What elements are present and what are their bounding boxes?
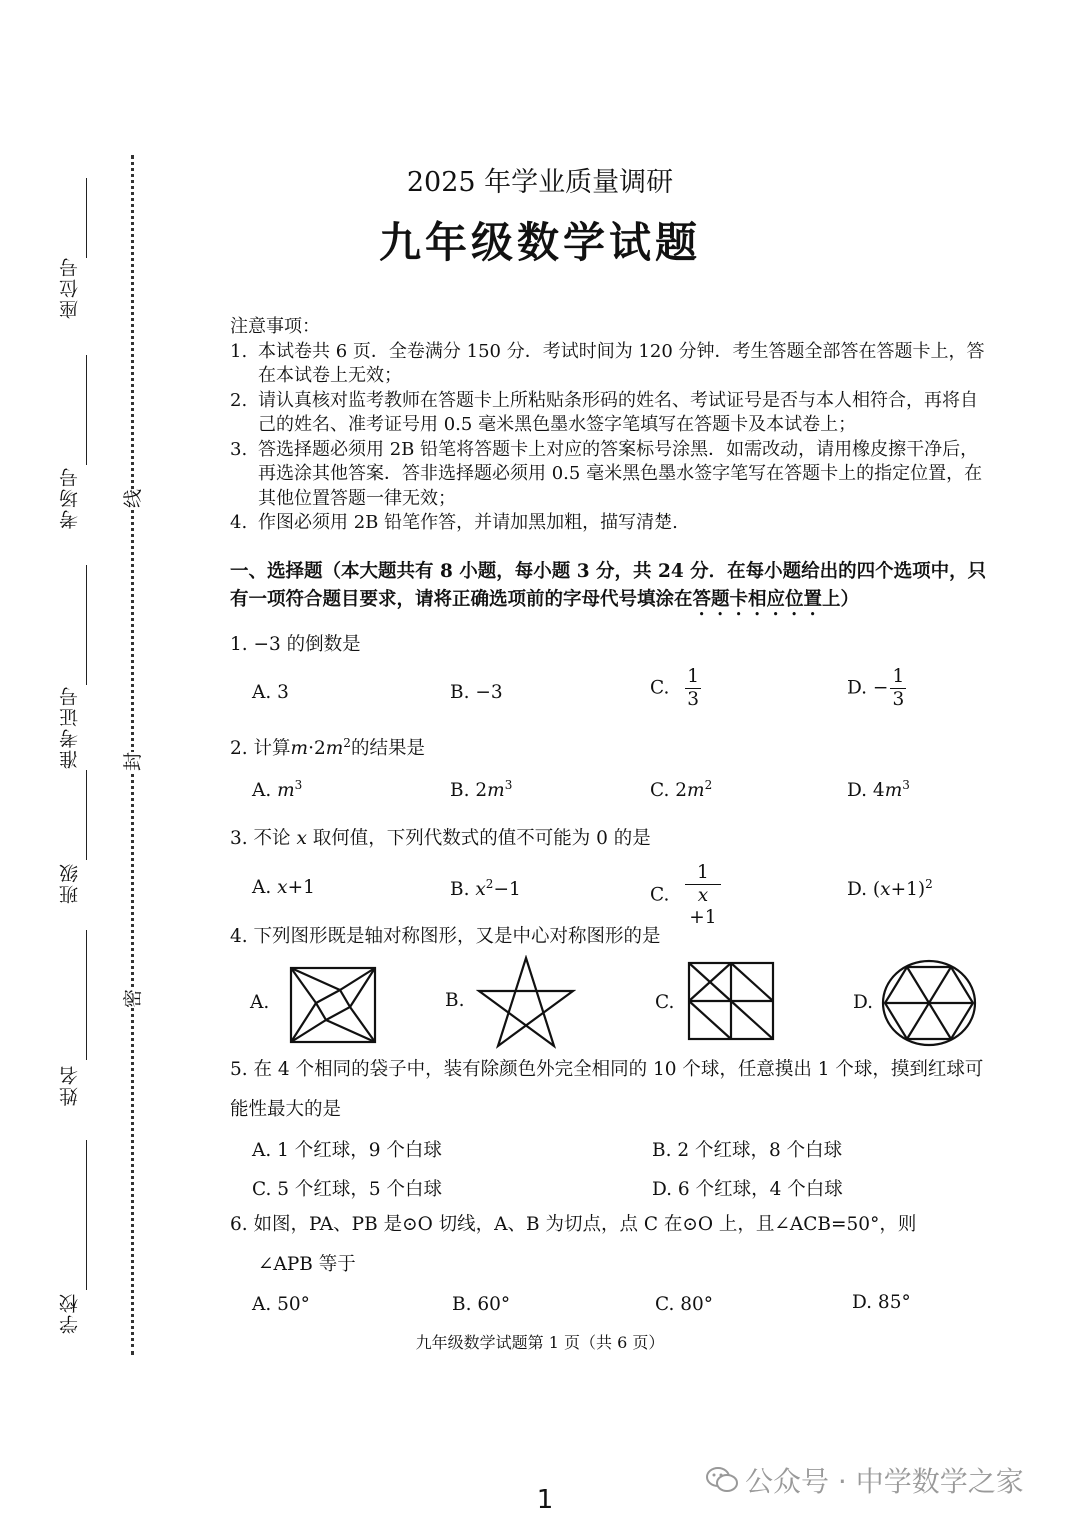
fraction-numerator: 1 [687,666,700,687]
question-6-stem-line2: ∠APB 等于 [258,1254,356,1275]
sidebar-label-name: 姓名 [59,1064,81,1106]
q4-option-d-label[interactable]: D. [853,992,874,1013]
q4-option-c-label[interactable]: C. [655,992,675,1013]
q3-option-d[interactable] [847,877,933,900]
page-footer: 九年级数学试题第 1 页（共 6 页） [415,1333,665,1352]
math-var: x [697,885,709,906]
question-3-stem [230,820,990,858]
q5-option-d[interactable]: D. 6 个红球，4 个白球 [652,1179,843,1200]
q1-option-c-label: C. [650,677,670,699]
note-number: 2. [230,389,248,411]
q2-option-d[interactable] [847,778,910,801]
option-label: B. 2 [450,780,488,802]
section-heading [230,558,990,620]
math-var: m [325,738,344,760]
q5-option-c[interactable]: C. 5 个红球，5 个白球 [252,1179,443,1200]
name-line[interactable] [86,930,87,1060]
option-label: D. 4 [847,780,885,802]
note-item [230,389,990,438]
sidebar-label-class: 班级 [59,862,81,904]
exponent: 2 [704,778,713,792]
math-var: m [884,780,903,802]
note-text: 请认真核对监考教师在答题卡上所粘贴条形码的姓名、考试证号是否与本人相符合，再将自己的姓名、准考证号用 0.5 毫米黑色墨水签字笔填写在答题卡及本试卷上； [258,389,978,435]
sidebar-label-admission-no: 准考证号 [59,685,81,769]
watermark-text: 公众号 · 中学数学之家 [745,1465,1024,1498]
q5-option-a[interactable]: A. 1 个红球，9 个白球 [252,1140,442,1161]
section-heading-text: 一、选择题（本大题共有 8 小题，每小题 3 分，共 24 分．在每小题给出的四个选项中，只有一项符合题目要求，请将正确选项前的字母代号填涂在 [230,561,987,610]
q6-option-b[interactable]: B. 60° [452,1294,511,1315]
class-line[interactable] [86,770,87,860]
option-label: D. ( [847,879,881,901]
q4-figure-c-windmill[interactable] [686,960,776,1042]
exponent: 2 [925,877,933,891]
q1-option-d[interactable] [847,666,906,711]
seal-char-seal: 封 [118,752,145,771]
q3-stem-end: 取何值，下列代数式的值不可能为 0 的是 [312,828,651,849]
watermark [705,1460,1024,1500]
math-var: m [290,738,309,760]
exam-subtitle: 2025 年学业质量调研 [406,167,674,198]
math-var: x [880,879,891,901]
exam-room-line[interactable] [86,355,87,465]
section-heading-emphasis: 答题卡相应位置 [692,589,823,610]
page-number: 1 [536,1485,554,1515]
fraction [890,666,906,711]
note-text: 答选择题必须用 2B 铅笔将答题卡上对应的答案标号涂黑．如需改动，请用橡皮擦干净后，再选涂其他答案．答非选择题必须用 0.5 毫米黑色墨水签字笔写在答题卡上的指定位置，在其他位置答题一律无效； [258,438,983,509]
option-label: B. [450,879,476,901]
question-4-stem: 4. 下列图形既是轴对称图形，又是中心对称图形的是 [230,926,661,947]
q2-stem-end: 的结果是 [350,738,425,760]
q4-figure-b-star[interactable] [476,955,576,1050]
note-item [230,438,990,512]
math-var: x [277,877,288,898]
note-number: 1. [230,340,248,362]
option-label: C. 2 [650,780,688,802]
q2-option-b[interactable] [450,778,512,801]
option-label: A. [252,877,278,898]
exam-title: 九年级数学试题 [378,218,701,267]
exponent: 3 [294,778,303,792]
q2-stem-math: ·2 [308,738,326,760]
notes-heading: 注意事项： [230,316,320,337]
note-item [230,340,990,389]
q5-option-b[interactable]: B. 2 个红球，8 个白球 [652,1140,843,1161]
math-expr: +1) [890,879,926,901]
fraction-numerator: 1 [685,862,720,885]
option-label: A. [252,780,278,802]
note-text: 本试卷共 6 页．全卷满分 150 分．考试时间为 120 分钟．考生答题全部答在答题卡上，答在本试卷上无效； [258,340,985,386]
exponent: 3 [504,778,513,792]
q1-option-c[interactable] [650,666,701,711]
q4-figure-a-pinwheel-square[interactable] [288,965,378,1045]
q1-option-a[interactable]: A. 3 [252,682,289,703]
q6-option-d[interactable]: D. 85° [852,1292,911,1313]
seal-char-secret: 密 [118,989,145,1008]
exponent: 2 [485,877,494,891]
question-6-stem-line1: 6. 如图，PA、PB 是⊙O 切线，A、B 为切点，点 C 在⊙O 上，且∠ACB=50°，则 [230,1214,917,1235]
sidebar-label-seat: 座位号 [59,256,81,319]
sidebar-label-school: 学校 [59,1292,81,1334]
q1-option-d-label: D. − [847,677,889,699]
math-expr: +1 [287,877,315,898]
section-heading-end: 上） [822,589,860,610]
q6-option-c[interactable]: C. 80° [655,1294,714,1315]
q1-option-b[interactable]: B. −3 [450,682,503,703]
note-text: 作图必须用 2B 铅笔作答，并请加黑加粗，描写清楚. [258,512,678,533]
wechat-icon [705,1465,739,1495]
question-5-stem: 5. 在 4 个相同的袋子中，装有除颜色外完全相同的 10 个球，任意摸出 1 个球，摸到红球可能性最大的是 [230,1059,984,1120]
q2-option-c[interactable] [650,778,712,801]
notes-block [230,315,990,536]
math-var: x [296,828,307,849]
fraction-denominator: 3 [687,689,700,710]
seal-char-line: 线 [118,489,145,508]
fraction-denominator: 3 [892,689,905,710]
q3-option-b[interactable] [450,877,521,900]
math-var: m [277,780,295,802]
q2-option-a[interactable] [252,778,302,801]
math-var: x [475,879,486,901]
question-1-stem: 1. −3 的倒数是 [230,634,361,655]
q4-option-a-label[interactable]: A. [250,992,270,1013]
q4-option-b-label[interactable]: B. [445,990,465,1011]
exponent: 3 [902,778,910,792]
math-var: m [487,780,505,802]
school-line[interactable] [86,1140,87,1290]
note-number: 3. [230,438,248,460]
math-expr: +1 [689,907,717,928]
math-expr: −1 [493,879,521,901]
q4-figure-d-hexagon-in-circle[interactable] [880,958,978,1048]
exponent: 2 [343,736,351,750]
option-label: C. [650,884,670,906]
note-number: 4. [230,512,248,533]
q6-option-a[interactable]: A. 50° [252,1294,310,1315]
sidebar-label-exam-room: 考场号 [59,466,81,529]
fraction [685,666,701,711]
q2-stem-text: 2. 计算 [230,738,291,760]
question-2-stem [230,724,990,768]
fraction-numerator: 1 [892,666,905,687]
note-item [230,511,990,536]
q3-option-a[interactable] [252,877,315,898]
q3-stem-text: 3. 不论 [230,828,291,849]
math-var: m [687,780,705,802]
admission-number-line[interactable] [86,565,87,685]
